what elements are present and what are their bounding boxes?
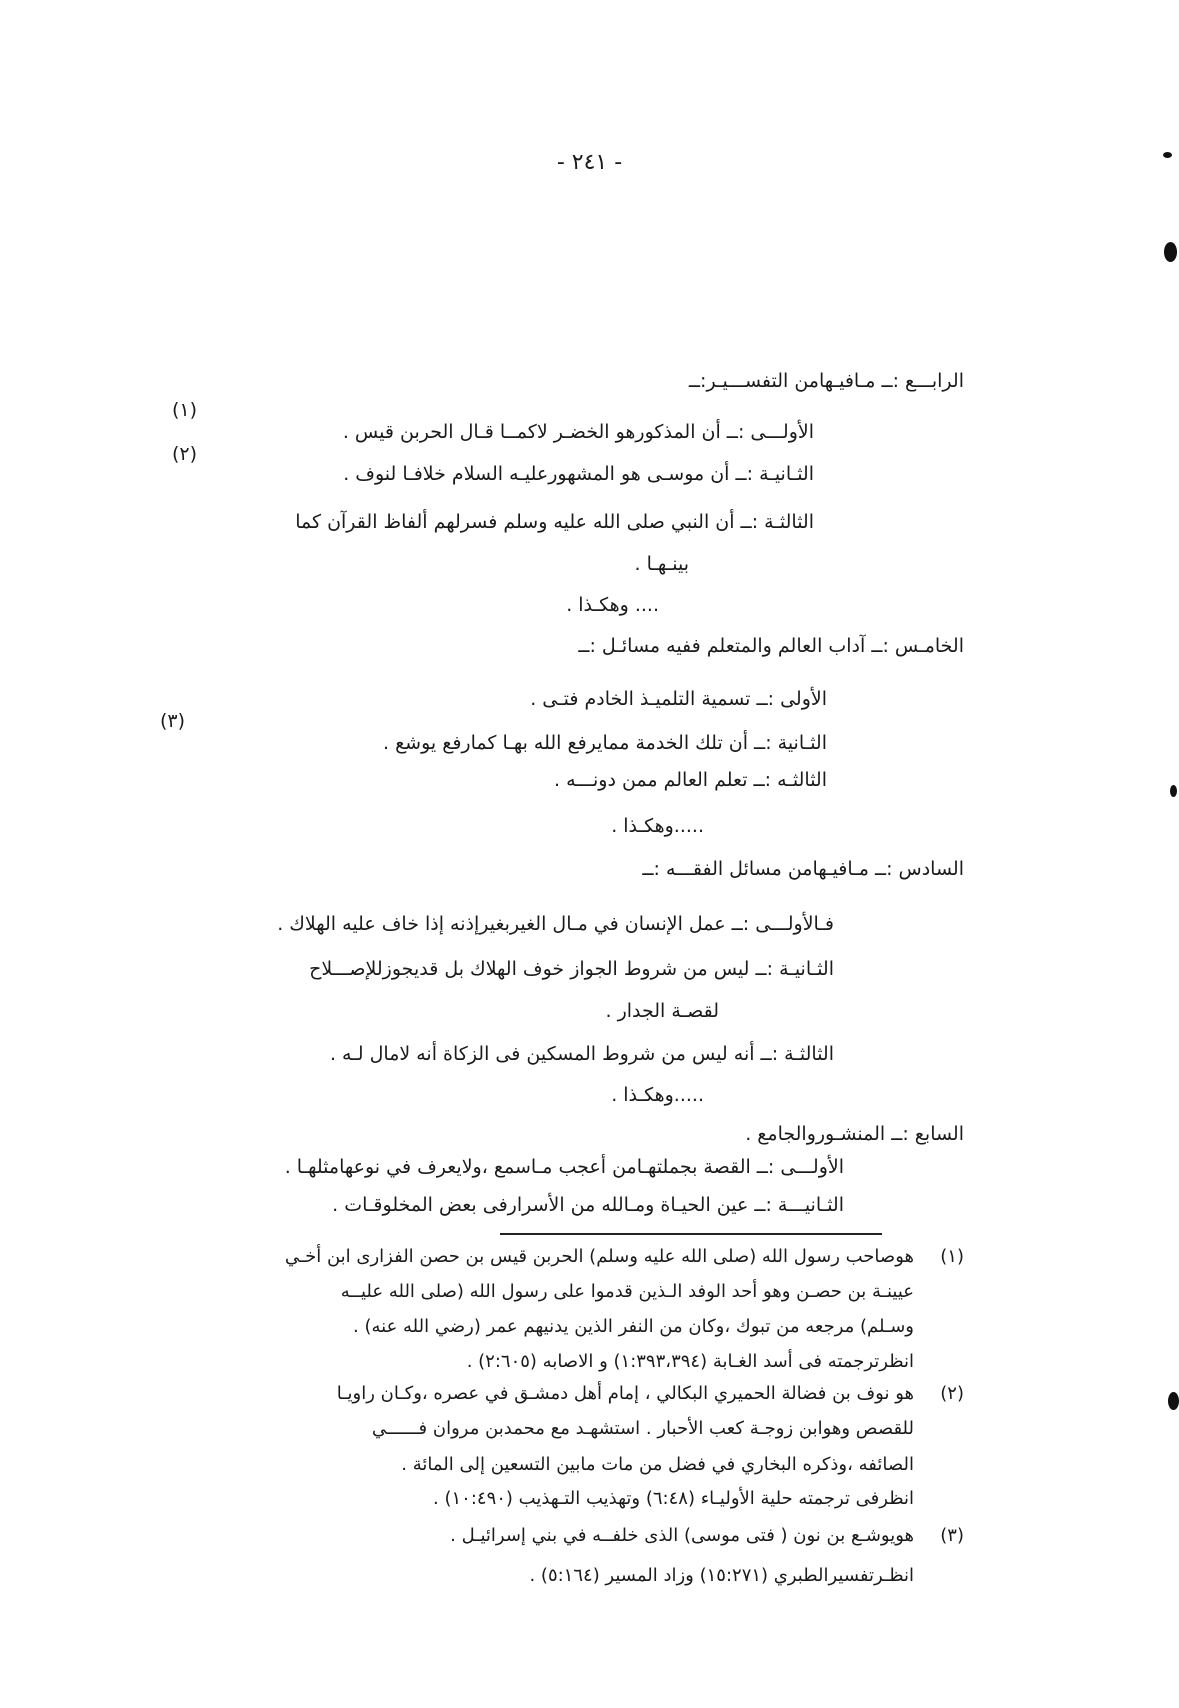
fourth-item-3: الثالثـة :ــ أن النبي صلى الله عليه وسلم فسرلهم ألفاظ القرآن كما	[295, 511, 814, 533]
footnote-1-line-3: وسـلم) مرجعه من تبوك ،وكان من النفر الذين يدنيهم عمر (رضي الله عنه) .	[353, 1316, 914, 1337]
page-number: - ٢٤١ -	[556, 150, 623, 175]
footnote-1-line-1: هوصاحب رسول الله (صلى الله عليه وسلم) الحربن قيس بن حصن الفزارى ابن أخـي	[284, 1246, 914, 1267]
footnote-separator	[500, 1233, 882, 1235]
fourth-item-3-cont: بينـهـا .	[634, 553, 689, 575]
fourth-item-2: الثـانيـة :ــ أن موسـى هو المشهورعليـه السلام خلافـا لنوف .	[343, 463, 814, 485]
section-heading-fourth: الرابـــع :ــ مـافيـهامن التفســـيـر:ــ	[688, 370, 964, 392]
seventh-item-2: الثـانيـــة :ــ عين الحيـاة ومـالله من الأسرارفى بعض المخلوقـات .	[332, 1194, 844, 1216]
scan-speck	[1163, 152, 1172, 158]
footnote-3-line-2: انظـرتفسيرالطبري (١٥:٢٧١) وزاد المسير (٥:١٦٤) .	[529, 1565, 914, 1586]
seventh-item-1: الأولـــى :ــ القصة بجملتهـامن أعجب مـاسمع ،ولايعرف في نوعهامثلهـا .	[284, 1156, 844, 1178]
footnote-2-line-4: انظرفى ترجمته حلية الأوليـاء (٦:٤٨) وتهذيب التـهذيب (١٠:٤٩٠) .	[433, 1488, 914, 1509]
scan-speck	[1170, 785, 1177, 797]
footnote-2-line-1: هو نوف بن فضالة الحميري البكالي ، إمام أهل دمشـق في عصره ،وكـان راويـا	[336, 1383, 914, 1404]
fifth-item-2: الثـانية :ــ أن تلك الخدمة ممايرفع الله بهـا كمارفع يوشع .	[382, 732, 827, 754]
fifth-etc: .....وهكـذا .	[611, 815, 704, 837]
section-heading-fifth: الخامـس :ــ آداب العالم والمتعلم ففيه مسائـل :ــ	[578, 635, 964, 657]
ref-mark-1: (١)	[172, 399, 198, 421]
ref-mark-2: (٢)	[172, 443, 198, 465]
sixth-item-1: فـالأولـــى :ــ عمل الإنسان في مـال الغيربغيرإذنه إذا خاف عليه الهلاك .	[277, 913, 834, 935]
scan-speck	[1164, 242, 1177, 262]
section-heading-sixth: السادس :ــ مـافيـهامن مسائل الفقـــه :ــ	[642, 858, 964, 880]
fourth-etc: .... وهكـذا .	[566, 594, 659, 616]
footnote-3-line-1: هويوشـع بن نون ( فتى موسى) الذى خلفــه في بني إسرائيـل .	[450, 1525, 914, 1546]
ref-mark-3: (٣)	[160, 710, 186, 732]
footnote-1-line-2: عيينـة بن حصـن وهو أحد الوفد الـذين قدموا على رسول الله (صلى الله عليــه	[340, 1281, 914, 1302]
footnote-1-number: (١)	[940, 1246, 964, 1267]
fifth-item-1: الأولى :ــ تسمية التلميـذ الخادم فتـى .	[530, 688, 827, 710]
scan-speck	[1168, 1392, 1179, 1410]
sixth-item-3: الثالثـة :ــ أنه ليس من شروط المسكين فى الزكاة أنه لامال لـه .	[329, 1043, 834, 1065]
sixth-etc: .....وهكـذا .	[611, 1084, 704, 1106]
fifth-item-3: الثالثـه :ــ تعلم العالم ممن دونـــه .	[554, 769, 827, 791]
footnote-2-line-3: الصائفه ،وذكره البخاري في فضل من مات مابين التسعين إلى المائة .	[401, 1454, 914, 1475]
footnote-3-number: (٣)	[940, 1525, 964, 1546]
section-heading-seventh: السابع :ــ المنشـوروالجامع .	[745, 1123, 964, 1145]
footnote-2-line-2: للقصص وهوابن زوجـة كعب الأحبار . استشهـد مع محمدبن مروان فــــــي	[371, 1418, 914, 1439]
sixth-item-2: الثـانيـة :ــ ليس من شروط الجواز خوف الهلاك بل قديجوزللإصـــلاح	[309, 958, 834, 980]
footnote-1-line-4: انظرترجمته فى أسد الغـابة (١:٣٩٣،٣٩٤) و الاصابه (٢:٦٠٥) .	[466, 1351, 914, 1372]
fourth-item-1: الأولـــى :ــ أن المذكورهو الخضـر لاكمــا قـال الحربن قيس .	[342, 421, 814, 443]
sixth-item-2-cont: لقصـة الجدار .	[605, 1000, 719, 1022]
footnote-2-number: (٢)	[940, 1383, 964, 1404]
